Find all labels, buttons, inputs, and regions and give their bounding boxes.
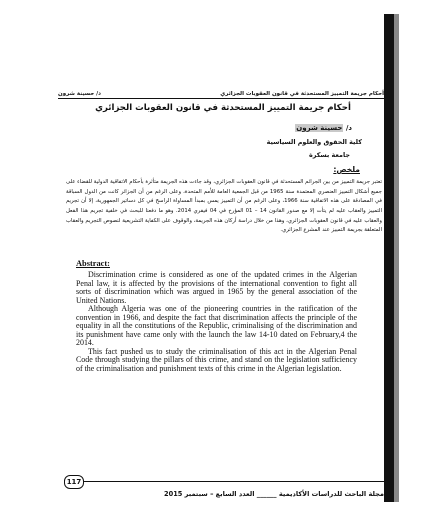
arabic-summary — [66, 178, 382, 236]
abstract-paragraph-3: This fact pushed us to study the criminalisation of this act in the Algerian Penal Code through studying the pillars of this crime, and stand on the legislation sufficiency of the criminalisation and punishment texts of this crime in the Algerian legislation. — [76, 346, 357, 374]
page-edge-bar — [384, 14, 394, 502]
abstract-heading: Abstract: — [76, 259, 110, 268]
running-header-author: د/ حسينة شرون — [58, 91, 101, 97]
running-header-title: أحكام جريمة التمييز المستحدثة في قانون العقوبات الجزائري — [220, 91, 384, 97]
running-header — [58, 84, 384, 99]
journal-footer: مجلة الباحث للدراسات الأكاديمية ______ العدد السابع – سبتمبر 2015 — [164, 490, 384, 498]
article-title: أحكام جريمة التمييز المستحدثة في قانون العقوبات الجزائري — [95, 103, 351, 113]
abstract-body — [76, 271, 357, 374]
arabic-summary-paragraph: تعتبر جريمة التمييز من بين الجرائم المستحدثة في قانون العقوبات الجزائري، وقد جاءت هذه الجريمة متأثرة بأحكام الاتفاقية الدولية للقضاء على جميع أشكال التمييز العنصري المعتمدة سنة 1965 من قبل الجمعية العامة للأمم المتحدة، وعلى الرغم من أن الجزائر كانت من الدول السباقة في المصادقة على هذه الاتفاقية سنة 1966، وعلى الرغم من أن التمييز يمس بمبدأ المساواة الراسخ في كل دساتير الجمهورية، إلا أن تجريم التمييز والعقاب عليه لم يتأت إلا مع صدور القانون 14 – 01 المؤرخ في 04 فيفري 2014. وهو ما دفعنا للبحث في خلفية تجريم هذا الفعل والعقاب عليه في قانون العقوبات الجزائري، وهذا من خلال دراسة أركان هذه الجريمة، والوقوف على الكفاية التشريعية لنصوص التجريم والعقاب المتعلقة بجريمة التمييز عند المشرع الجزائري. — [66, 179, 382, 234]
abstract-paragraph-1: Discrimination crime is considered as one of the updated crimes in the Algerian Penal law, it is affected by the provisions of the international convention to fight all sorts of discrimination which was argued in 1965 by the general association of the United Nations. — [76, 270, 357, 305]
faculty: كلية الحقوق والعلوم السياسية — [266, 138, 362, 146]
author-prefix: د/ — [345, 124, 352, 132]
footer-rule — [82, 481, 384, 482]
author-name: حسينة شرون — [296, 124, 343, 132]
page-edge-shadow — [394, 14, 399, 502]
arabic-summary-heading: ملخص: — [333, 165, 360, 174]
university: جامعة بسكرة — [308, 151, 350, 159]
page-number: 117 — [64, 475, 84, 489]
author-line — [295, 124, 352, 132]
abstract-paragraph-2: Although Algeria was one of the pioneering countries in the ratification of the convention in 1966, and despite the fact that discrimination affects the principle of the equality in all the constitutions of the Republic, criminalising of the discrimination and its punishment have came only with the launch the law 14-10 dated on February,4 the 2014. — [76, 304, 357, 348]
